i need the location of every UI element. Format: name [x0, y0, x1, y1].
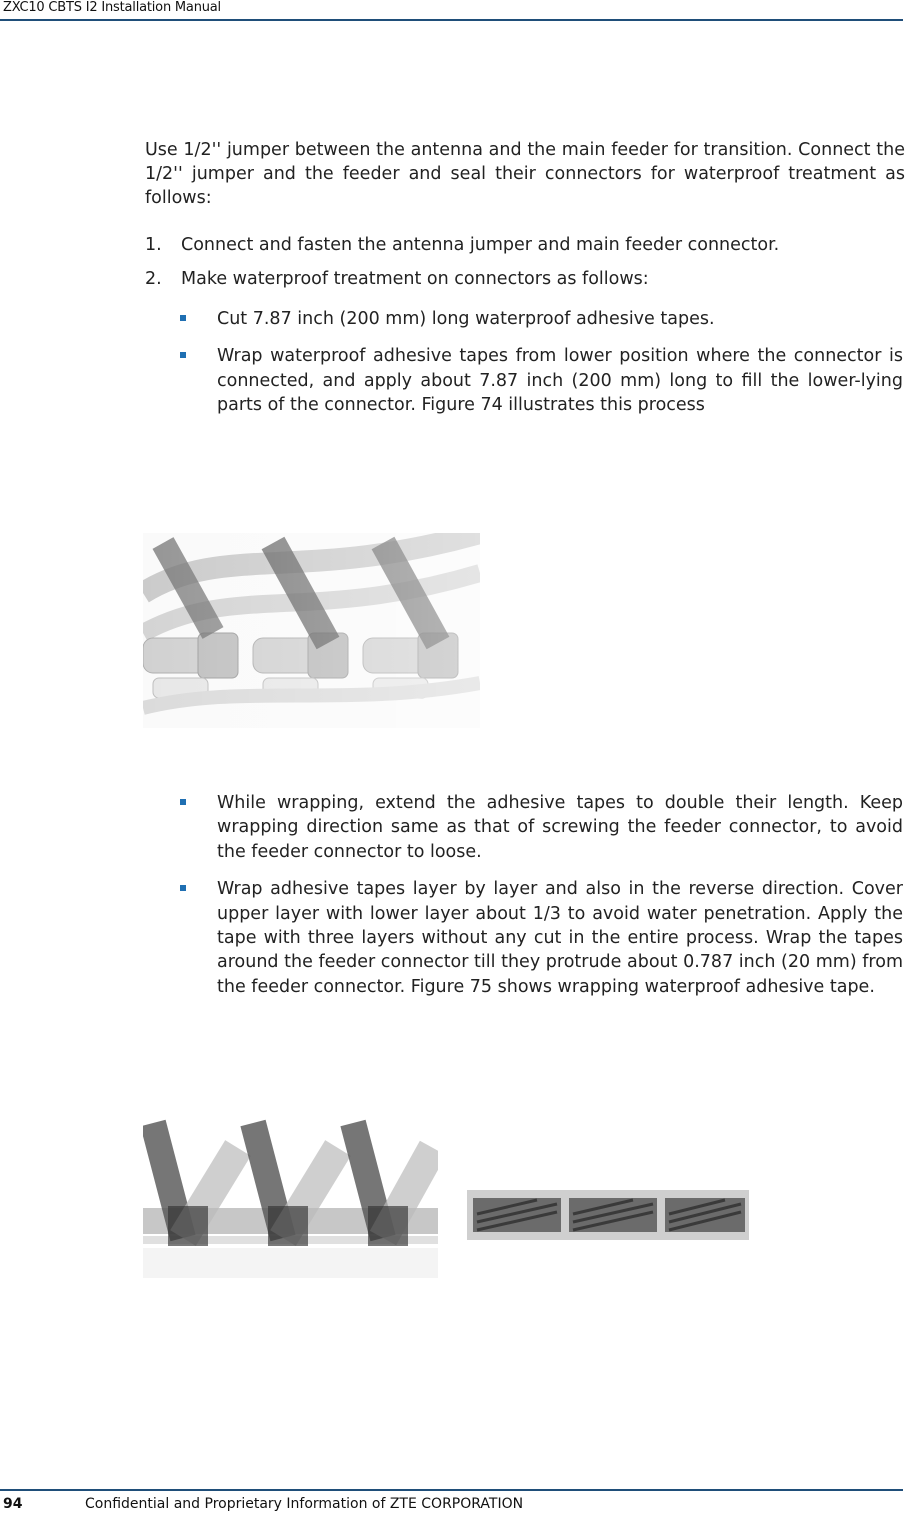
bullet-list-b	[180, 791, 903, 1012]
figure-75-right-image	[467, 1182, 749, 1248]
step-text: Connect and fasten the antenna jumper and main feeder connector.	[181, 235, 780, 255]
steps-list	[145, 233, 905, 301]
footer-rule	[0, 1489, 903, 1491]
bullet-item	[180, 307, 903, 331]
tape-wrapping-illustration	[143, 1118, 438, 1280]
bullet-square-icon	[180, 799, 186, 805]
step-item	[145, 233, 905, 257]
figure-75-left-image	[143, 1118, 438, 1280]
bullet-text: Wrap waterproof adhesive tapes from lower position where the connector is connected, and apply about 7.87 inch (200 mm) long to fill the lower-lying parts of the connector. Figure 74 illustrates this process	[217, 346, 903, 416]
bullet-text: Wrap adhesive tapes layer by layer and also in the reverse direction. Cover upper layer with lower layer about 1/3 to avoid water penetration. Apply the tape with three layers without any cut in the entire process. Wrap the tapes around the feeder connector till they protrude about 0.787 inch (20 mm) from the feeder connector. Figure 75 shows wrapping waterproof adhesive tape.	[217, 879, 903, 997]
bullet-text: While wrapping, extend the adhesive tapes to double their length. Keep wrapping direction same as that of screwing the feeder connector, to avoid the feeder connector to loose.	[217, 793, 903, 862]
footer-confidential-text: Confidential and Proprietary Information of ZTE CORPORATION	[85, 1496, 524, 1512]
intro-paragraph: Use 1/2'' jumper between the antenna and the main feeder for transition. Connect the 1/2'' jumper and the feeder and seal their connectors for waterproof treatment as follows:	[145, 140, 905, 208]
bullet-item	[180, 791, 903, 864]
bullet-item	[180, 877, 903, 999]
page-number: 94	[3, 1496, 23, 1512]
bullet-list-a	[180, 307, 903, 431]
page-header	[0, 0, 905, 22]
wrapped-connector-illustration	[467, 1182, 749, 1248]
bullet-text: Cut 7.87 inch (200 mm) long waterproof adhesive tapes.	[217, 309, 715, 329]
bullet-item	[180, 344, 903, 417]
connector-wrapping-illustration	[143, 533, 480, 728]
bullet-square-icon	[180, 315, 186, 321]
step-number: 2.	[145, 269, 162, 289]
step-item	[145, 267, 905, 291]
step-number: 1.	[145, 235, 162, 255]
step-text: Make waterproof treatment on connectors as follows:	[181, 269, 649, 289]
intro-block	[145, 138, 905, 210]
figure-74-image	[143, 533, 480, 728]
header-rule	[0, 19, 903, 21]
bullet-square-icon	[180, 352, 186, 358]
bullet-square-icon	[180, 885, 186, 891]
header-title: ZXC10 CBTS I2 Installation Manual	[3, 0, 221, 15]
